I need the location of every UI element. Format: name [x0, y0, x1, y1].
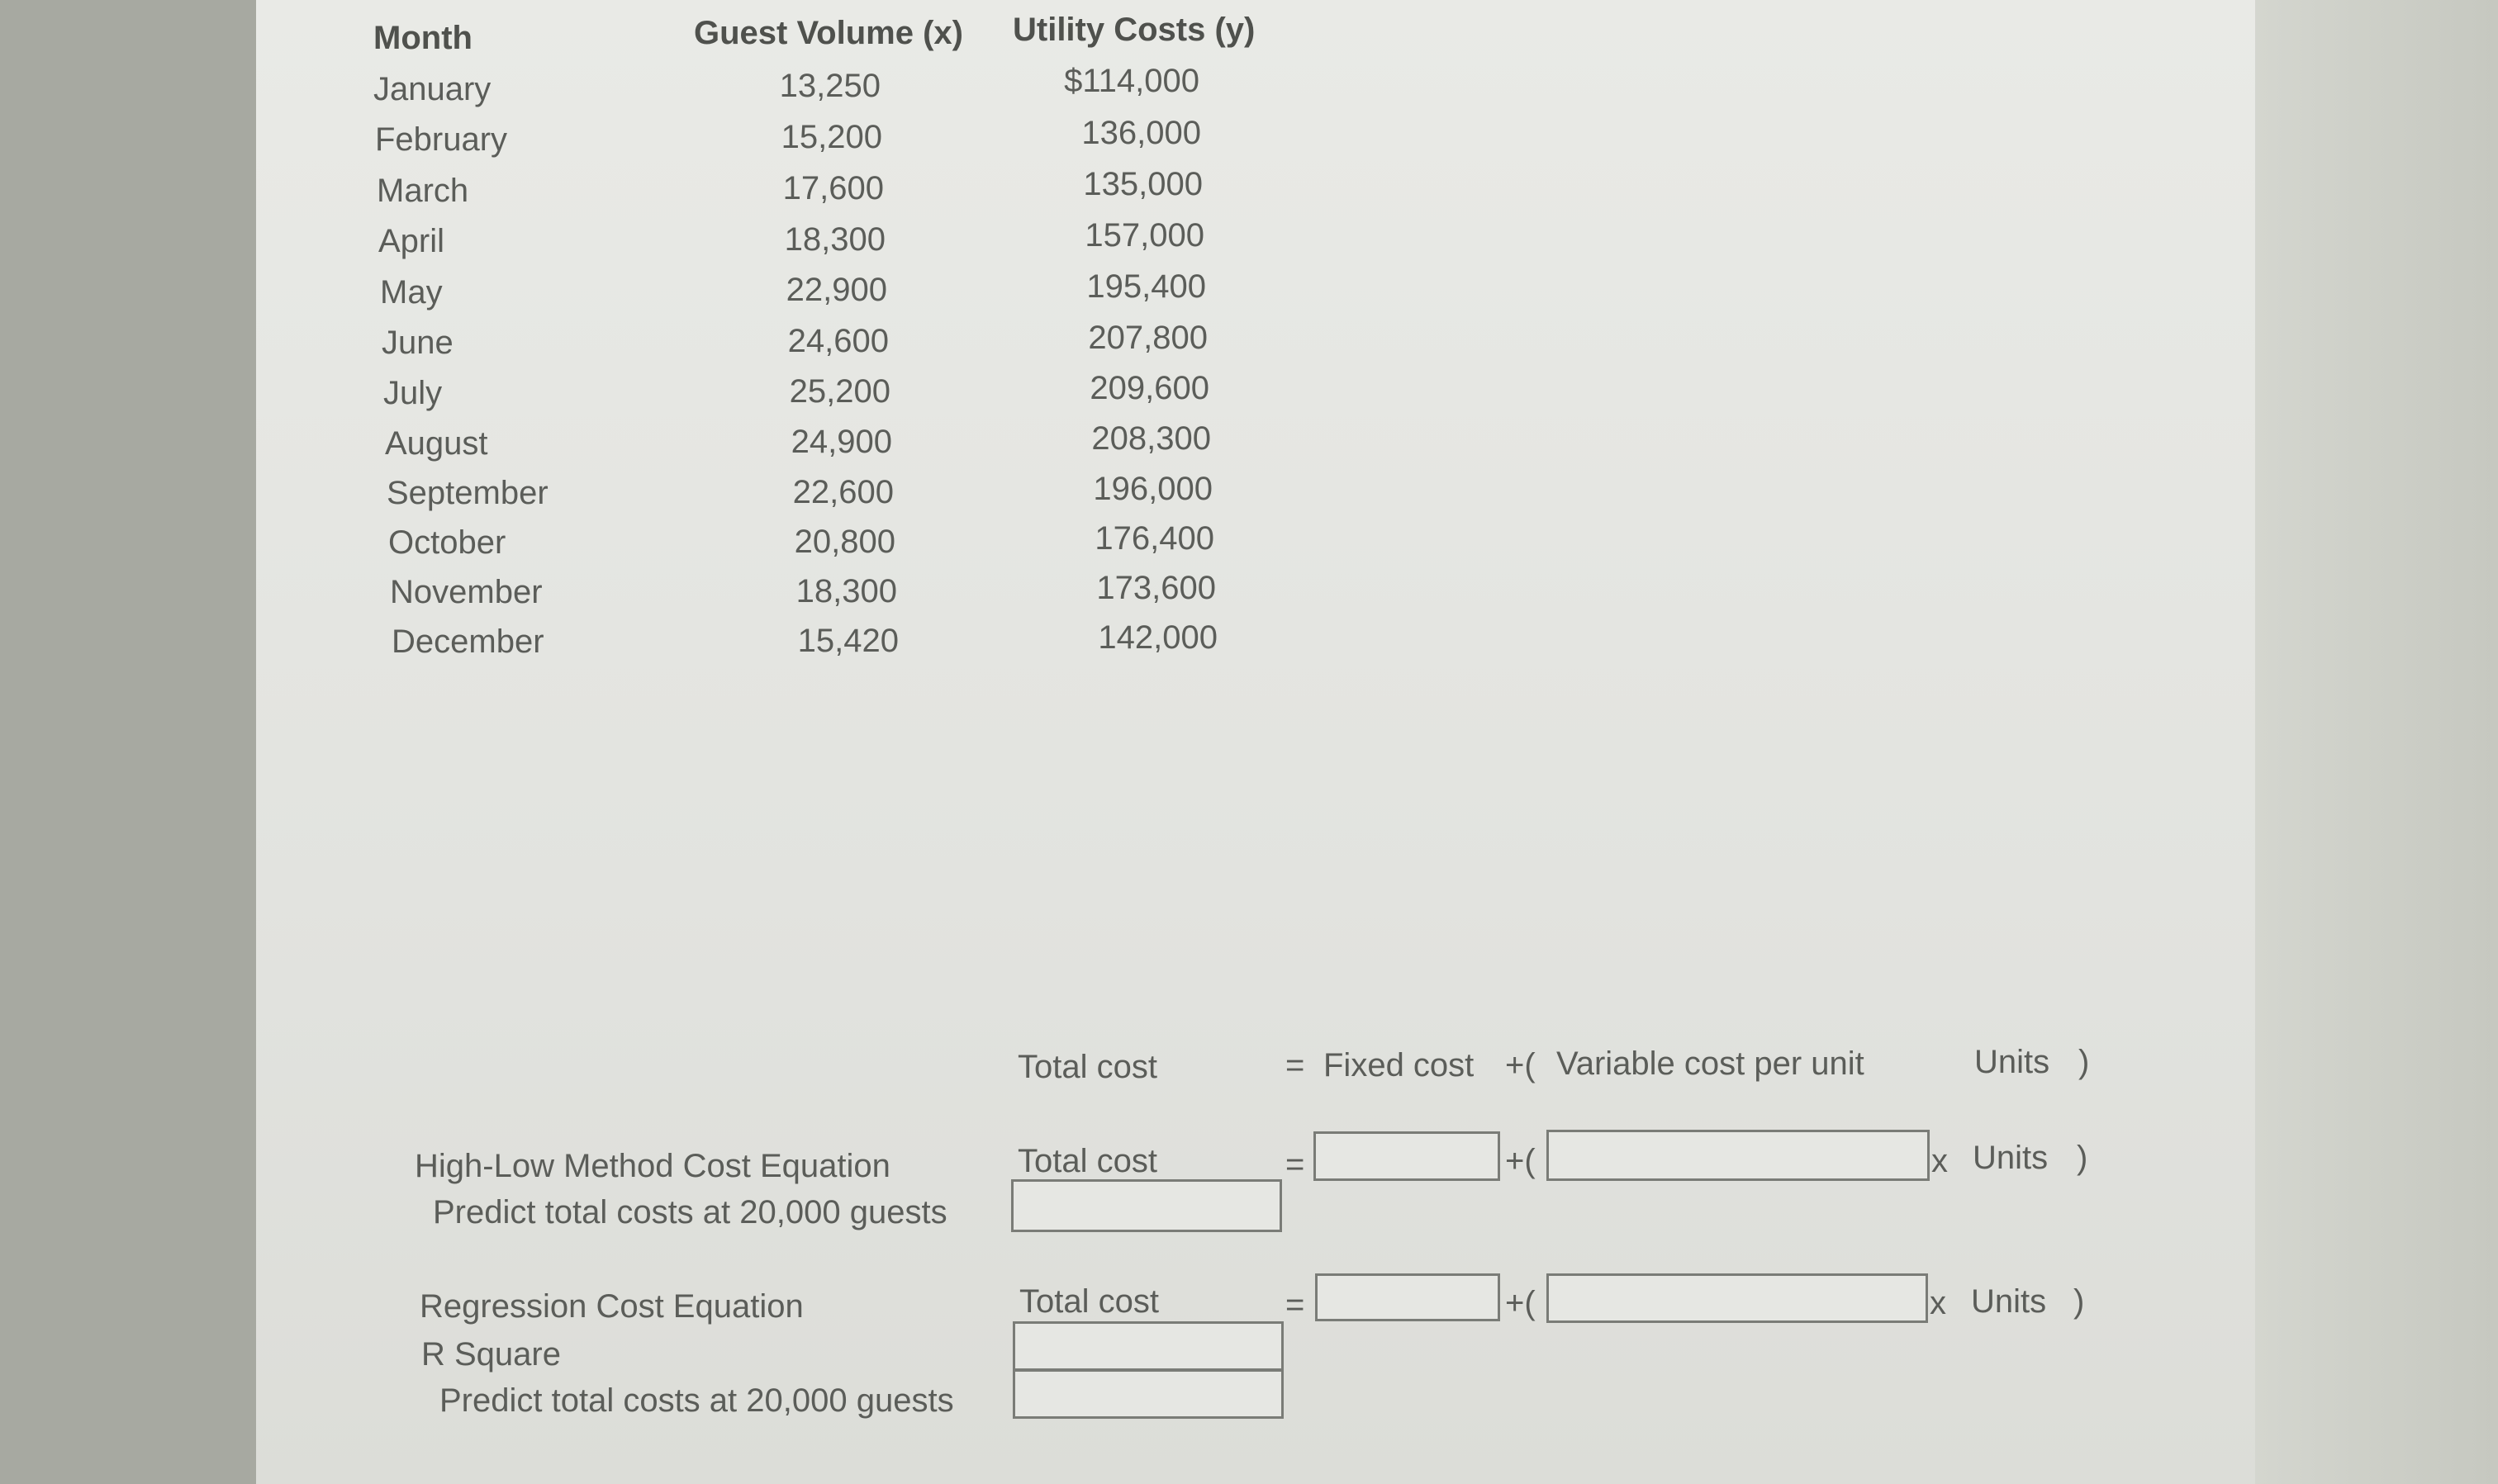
guest-volume-cell: 22,900	[786, 272, 887, 308]
utility-cost-cell: 196,000	[1093, 471, 1213, 507]
utility-cost-cell: 209,600	[1090, 370, 1209, 406]
eq-header-units: Units	[1974, 1044, 2050, 1080]
month-cell: December	[392, 623, 544, 660]
month-cell: April	[378, 223, 445, 259]
utility-cost-cell: $114,000	[1064, 63, 1199, 99]
regression-r-square-input[interactable]	[1013, 1321, 1284, 1371]
high-low-fixed-cost-input[interactable]	[1313, 1131, 1500, 1181]
regression-total-cost: Total cost	[1019, 1283, 1159, 1320]
guest-volume-cell: 13,250	[779, 68, 881, 104]
eq-header-variable-cost: Variable cost per unit	[1556, 1045, 1864, 1082]
utility-cost-cell: 142,000	[1098, 619, 1218, 656]
high-low-close-paren: )	[2077, 1140, 2088, 1176]
high-low-total-cost: Total cost	[1018, 1143, 1157, 1179]
guest-volume-cell: 15,200	[781, 119, 882, 155]
eq-header-equals: =	[1285, 1047, 1305, 1083]
regression-close-paren: )	[2073, 1283, 2085, 1320]
high-low-equals: =	[1285, 1146, 1305, 1183]
regression-times: x	[1930, 1285, 1946, 1321]
header-month: Month	[373, 20, 473, 56]
month-cell: August	[385, 425, 488, 462]
guest-volume-cell: 24,900	[791, 424, 892, 460]
guest-volume-cell: 18,300	[784, 221, 886, 258]
utility-cost-cell: 136,000	[1081, 115, 1201, 151]
high-low-units: Units	[1973, 1140, 2049, 1176]
eq-header-fixed-cost: Fixed cost	[1323, 1047, 1475, 1083]
regression-equals: =	[1285, 1287, 1305, 1323]
eq-header-close-paren: )	[2078, 1044, 2090, 1080]
month-cell: October	[388, 524, 506, 561]
regression-predict-label: Predict total costs at 20,000 guests	[439, 1382, 954, 1419]
guest-volume-cell: 17,600	[782, 170, 884, 206]
high-low-predict-label: Predict total costs at 20,000 guests	[433, 1194, 947, 1230]
high-low-plus-paren: +(	[1505, 1143, 1536, 1179]
utility-cost-cell: 173,600	[1096, 570, 1216, 606]
regression-title: Regression Cost Equation	[420, 1288, 804, 1325]
guest-volume-cell: 25,200	[789, 373, 890, 410]
high-low-prediction-input[interactable]	[1011, 1179, 1282, 1232]
month-cell: March	[377, 173, 469, 209]
month-cell: July	[383, 375, 443, 411]
utility-cost-cell: 208,300	[1091, 420, 1211, 457]
high-low-variable-cost-input[interactable]	[1546, 1130, 1930, 1181]
regression-r-square-label: R Square	[421, 1336, 561, 1373]
page-margin	[2255, 0, 2498, 1484]
guest-volume-cell: 22,600	[792, 474, 894, 510]
month-cell: November	[390, 574, 543, 610]
eq-header-plus-paren: +(	[1505, 1047, 1536, 1083]
header-utility-costs: Utility Costs (y)	[1013, 12, 1256, 48]
month-cell: June	[382, 325, 454, 361]
month-cell: January	[373, 71, 492, 107]
eq-header-total-cost: Total cost	[1018, 1049, 1157, 1085]
regression-units: Units	[1971, 1283, 2047, 1320]
month-cell: May	[380, 274, 443, 311]
utility-cost-cell: 207,800	[1088, 320, 1208, 356]
utility-cost-cell: 176,400	[1095, 520, 1214, 557]
regression-plus-paren: +(	[1505, 1285, 1536, 1321]
utility-cost-cell: 135,000	[1083, 166, 1203, 202]
month-cell: September	[387, 475, 549, 511]
regression-fixed-cost-input[interactable]	[1315, 1273, 1500, 1321]
header-guest-volume: Guest Volume (x)	[694, 15, 963, 51]
regression-prediction-input[interactable]	[1013, 1369, 1284, 1419]
high-low-times: x	[1931, 1143, 1948, 1179]
regression-variable-cost-input[interactable]	[1546, 1273, 1928, 1323]
worksheet-page	[256, 0, 2255, 1484]
utility-cost-cell: 195,400	[1086, 268, 1206, 305]
high-low-title: High-Low Method Cost Equation	[415, 1148, 890, 1184]
guest-volume-cell: 15,420	[797, 623, 899, 659]
guest-volume-cell: 24,600	[787, 323, 889, 359]
guest-volume-cell: 20,800	[794, 524, 895, 560]
guest-volume-cell: 18,300	[795, 573, 897, 609]
utility-cost-cell: 157,000	[1085, 217, 1204, 254]
month-cell: February	[375, 121, 508, 158]
